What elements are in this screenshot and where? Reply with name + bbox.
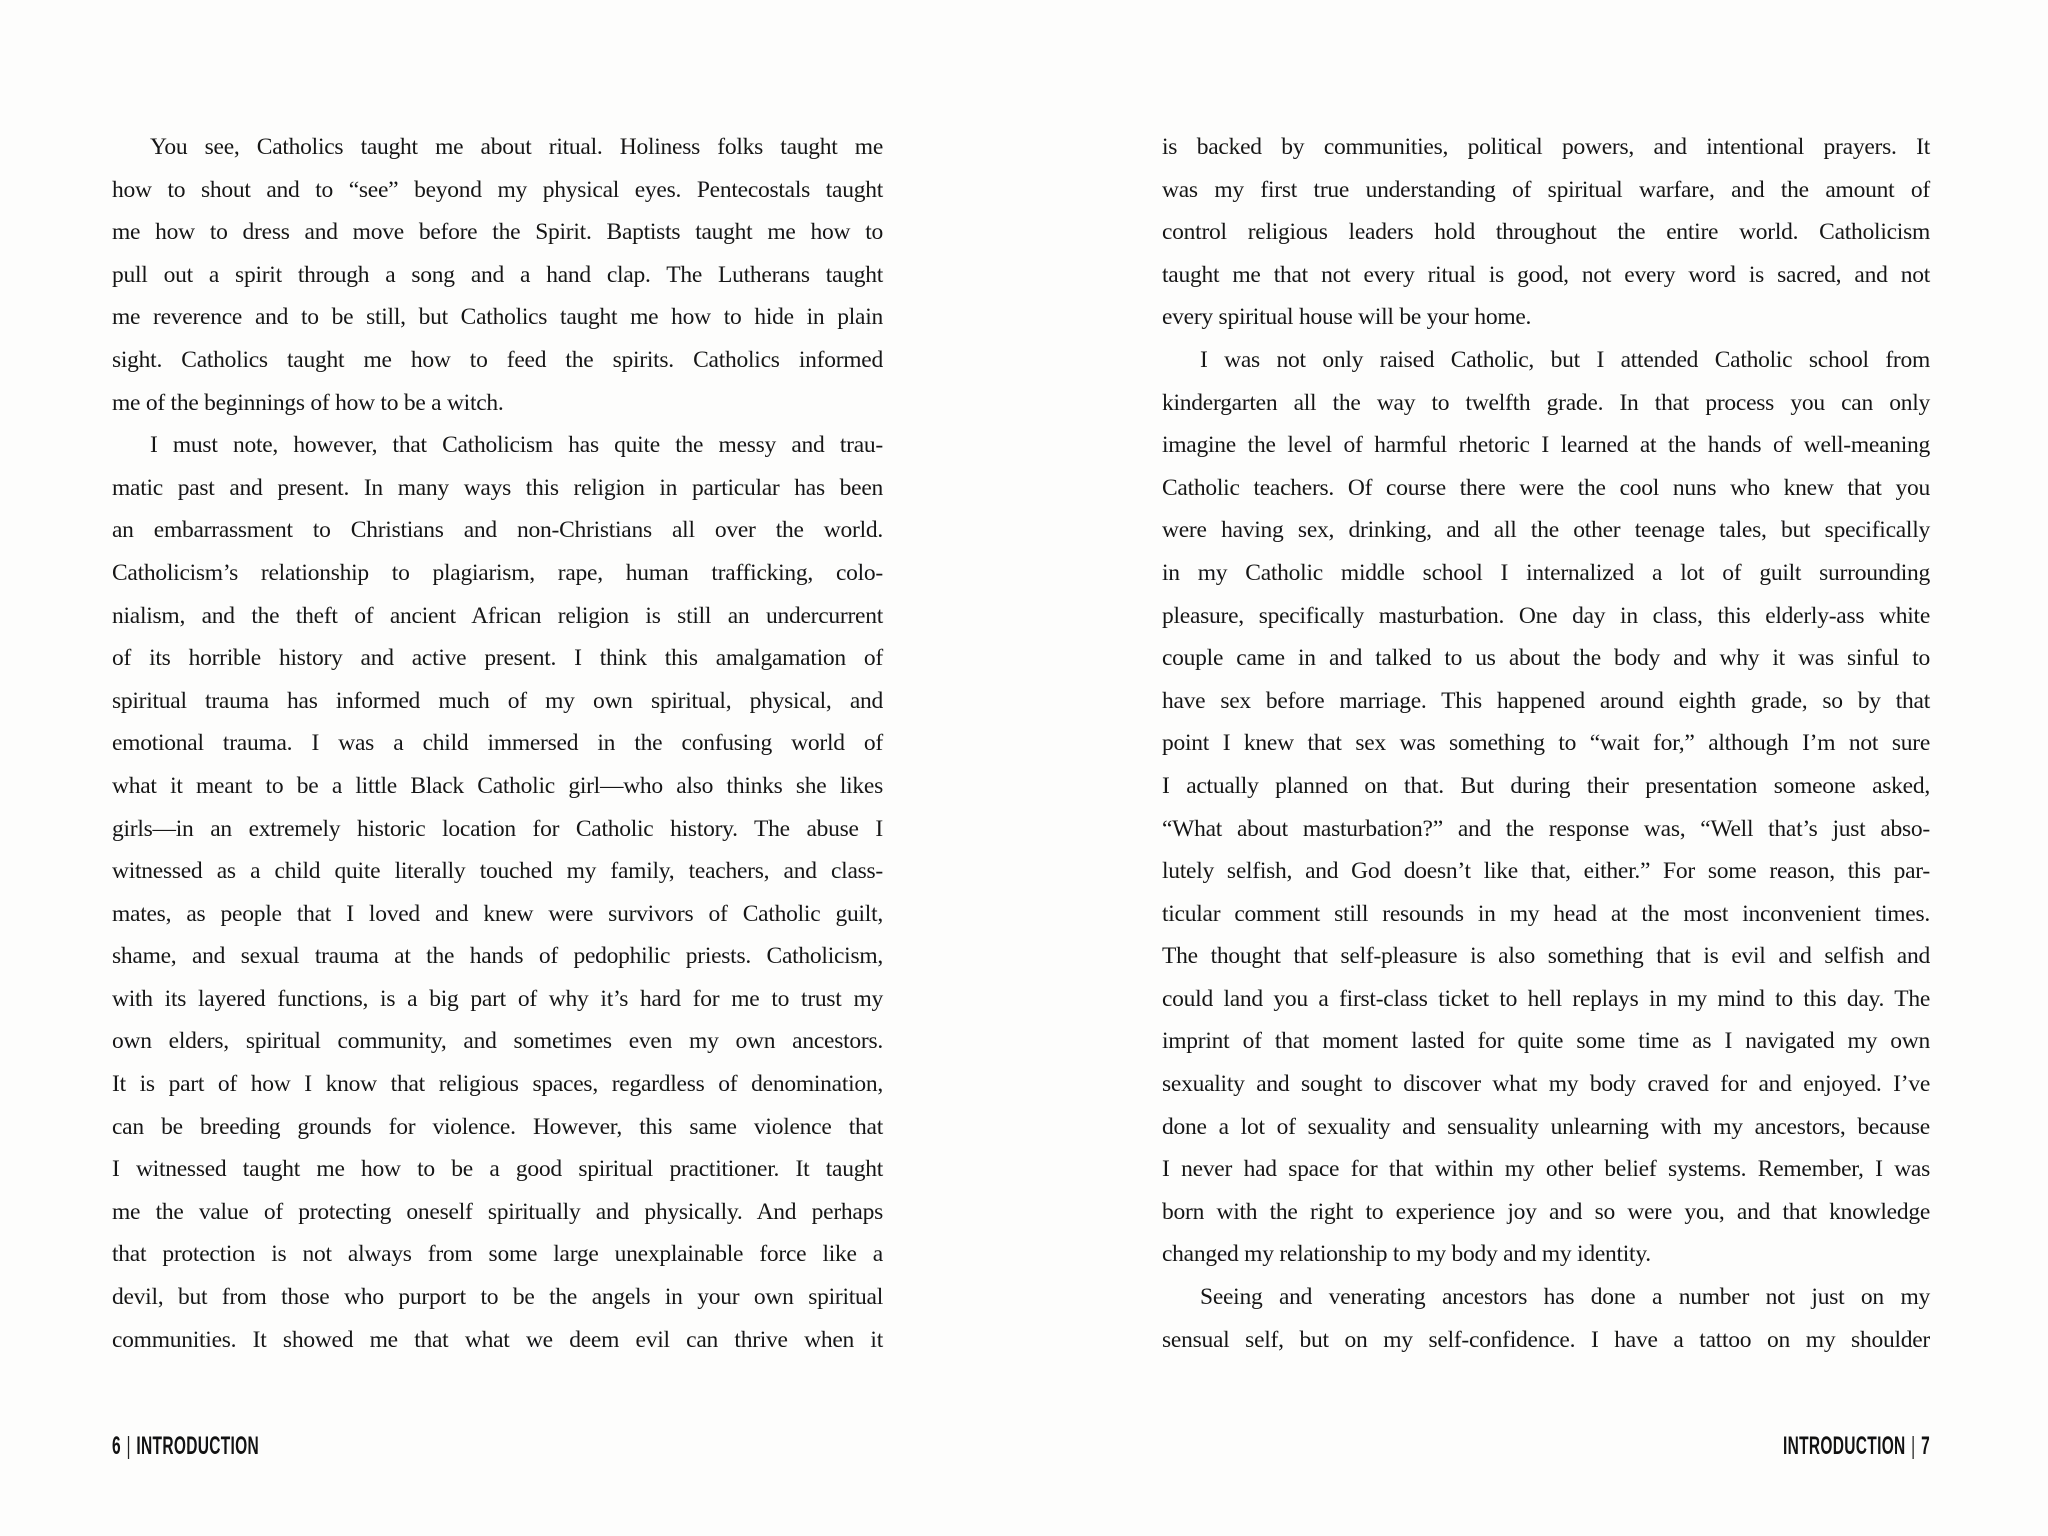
text-line: Catholic teachers. Of course there were the cool nuns who knew that you xyxy=(1162,474,1930,501)
text-line: sexuality and sought to discover what my body craved for and enjoyed. I’ve xyxy=(1162,1071,1930,1098)
text-line: I never had space for that within my other belief systems. Remember, I was xyxy=(1162,1156,1930,1183)
text-line: point I knew that sex was something to “wait for,” although I’m not sure xyxy=(1162,730,1930,757)
text-line: ticular comment still resounds in my head at the most inconvenient times. xyxy=(1162,900,1930,927)
text-line: You see, Catholics taught me about ritual. Holiness folks taught me xyxy=(150,134,883,160)
text-line: Seeing and venerating ancestors has done a number not just on my xyxy=(1200,1284,1930,1311)
text-line: spiritual trauma has informed much of my own spiritual, physical, and xyxy=(112,687,883,714)
text-line: me the value of protecting oneself spiritually and physically. And perhaps xyxy=(112,1198,883,1225)
left-page-number: 6 xyxy=(112,1432,121,1460)
text-line: that protection is not always from some large unexplainable force like a xyxy=(112,1241,883,1268)
text-line: can be breeding grounds for violence. However, this same violence that xyxy=(112,1113,883,1140)
text-line: every spiritual house will be your home. xyxy=(1162,304,1532,331)
left-page-text-block xyxy=(112,126,883,1361)
text-line: kindergarten all the way to twelfth grade. In that process you can only xyxy=(1162,389,1930,416)
text-line: have sex before marriage. This happened around eighth grade, so by that xyxy=(1162,687,1930,714)
footer-divider: | xyxy=(1911,1432,1916,1460)
text-line: I must note, however, that Catholicism has quite the messy and trau- xyxy=(150,432,883,459)
right-page-number: 7 xyxy=(1921,1432,1930,1460)
text-line: I was not only raised Catholic, but I attended Catholic school from xyxy=(1200,346,1930,373)
right-page xyxy=(1024,0,2048,1536)
text-line: me reverence and to be still, but Catholics taught me how to hide in plain xyxy=(112,304,883,331)
text-line: sensual self, but on my self-confidence. I have a tattoo on my shoulder xyxy=(1162,1326,1930,1353)
text-line: Catholicism’s relationship to plagiarism, rape, human trafficking, colo- xyxy=(112,559,883,586)
text-line: emotional trauma. I was a child immersed in the confusing world of xyxy=(112,730,883,757)
text-line: witnessed as a child quite literally touched my family, teachers, and class- xyxy=(112,858,883,885)
text-line: with its layered functions, is a big part of why it’s hard for me to trust my xyxy=(112,985,883,1012)
footer-divider: | xyxy=(126,1432,131,1460)
text-line: nialism, and the theft of ancient African religion is still an undercurrent xyxy=(112,602,883,629)
text-line: girls—in an extremely historic location for Catholic history. The abuse I xyxy=(112,815,883,842)
text-line: me of the beginnings of how to be a witch. xyxy=(112,389,504,416)
text-line: in my Catholic middle school I internalized a lot of guilt surrounding xyxy=(1162,559,1930,586)
text-line: own elders, spiritual community, and sometimes even my own ancestors. xyxy=(112,1028,883,1055)
text-line: matic past and present. In many ways this religion in particular has been xyxy=(112,474,883,501)
text-line: an embarrassment to Christians and non-Christians all over the world. xyxy=(112,517,883,544)
text-line: could land you a first-class ticket to hell replays in my mind to this day. The xyxy=(1162,985,1930,1012)
text-line: mates, as people that I loved and knew were survivors of Catholic guilt, xyxy=(112,900,883,927)
text-line: It is part of how I know that religious spaces, regardless of denomination, xyxy=(112,1071,883,1098)
left-page-footer xyxy=(112,1432,259,1461)
text-line: changed my relationship to my body and my identity. xyxy=(1162,1241,1651,1268)
left-running-head: INTRODUCTION xyxy=(136,1432,259,1460)
right-page-footer xyxy=(1454,1432,1930,1461)
text-line: imprint of that moment lasted for quite some time as I navigated my own xyxy=(1162,1028,1930,1055)
text-line: was my first true understanding of spiritual warfare, and the amount of xyxy=(1162,176,1930,203)
text-line: I actually planned on that. But during their presentation someone asked, xyxy=(1162,772,1930,799)
text-line: done a lot of sexuality and sensuality unlearning with my ancestors, because xyxy=(1162,1113,1930,1140)
text-line: of its horrible history and active present. I think this amalgamation of xyxy=(112,645,883,672)
text-line: lutely selfish, and God doesn’t like that, either.” For some reason, this par- xyxy=(1162,858,1930,885)
text-line: “What about masturbation?” and the response was, “Well that’s just abso- xyxy=(1162,815,1930,842)
text-line: pull out a spirit through a song and a hand clap. The Lutherans taught xyxy=(112,261,883,288)
text-line: devil, but from those who purport to be the angels in your own spiritual xyxy=(112,1284,883,1311)
text-line: control religious leaders hold throughout the entire world. Catholicism xyxy=(1162,219,1930,246)
text-line: were having sex, drinking, and all the other teenage tales, but specifically xyxy=(1162,517,1930,544)
text-line: how to shout and to “see” beyond my physical eyes. Pentecostals taught xyxy=(112,176,883,203)
text-line: couple came in and talked to us about the body and why it was sinful to xyxy=(1162,645,1930,672)
text-line: I witnessed taught me how to be a good spiritual practitioner. It taught xyxy=(112,1156,883,1183)
text-line: what it meant to be a little Black Catholic girl—who also thinks she likes xyxy=(112,772,883,799)
right-page-text-block xyxy=(1162,126,1930,1361)
text-line: born with the right to experience joy and so were you, and that knowledge xyxy=(1162,1198,1930,1225)
right-running-head: INTRODUCTION xyxy=(1783,1432,1906,1460)
text-line: taught me that not every ritual is good, not every word is sacred, and not xyxy=(1162,261,1930,288)
text-line: sight. Catholics taught me how to feed the spirits. Catholics informed xyxy=(112,346,883,373)
text-line: imagine the level of harmful rhetoric I learned at the hands of well-meaning xyxy=(1162,432,1930,459)
text-line: me how to dress and move before the Spirit. Baptists taught me how to xyxy=(112,219,883,246)
text-line: pleasure, specifically masturbation. One day in class, this elderly-ass white xyxy=(1162,602,1930,629)
text-line: shame, and sexual trauma at the hands of pedophilic priests. Catholicism, xyxy=(112,943,883,970)
text-line: communities. It showed me that what we deem evil can thrive when it xyxy=(112,1326,883,1353)
text-line: The thought that self-pleasure is also something that is evil and selfish and xyxy=(1162,943,1930,970)
text-line: is backed by communities, political powers, and intentional prayers. It xyxy=(1162,134,1930,160)
